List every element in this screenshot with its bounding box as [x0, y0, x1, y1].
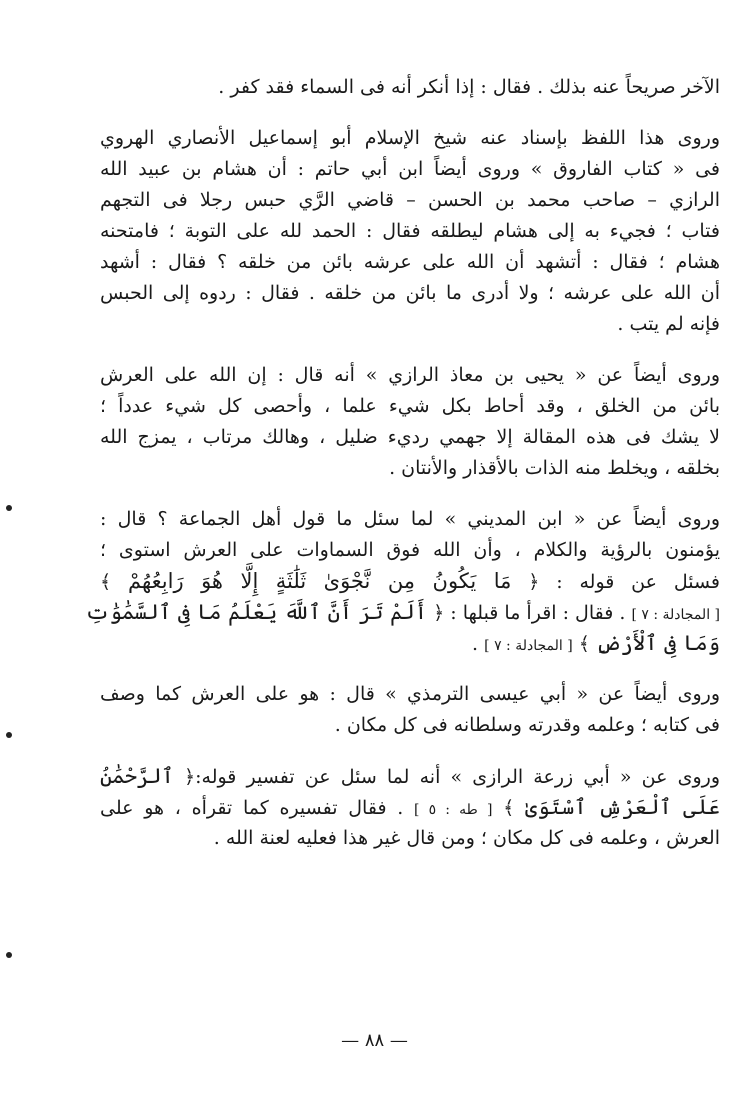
- text-segment: فسئل عن قوله : ﴿: [511, 571, 720, 593]
- text-line: وروى أيضاً عن « أبي عيسى الترمذي » قال : هو على العرش كما وصف: [100, 683, 720, 705]
- text-line: العرش ، وعلمه فى كل مكان ؛ ومن قال غير هذا فعليه لعنة الله .: [213, 827, 720, 849]
- text-line: بخلقه ، ويخلط منه الذات بالأقذار والأنتان .: [389, 457, 720, 479]
- page-body: [85, 72, 721, 854]
- paragraph-gap: [100, 659, 720, 679]
- text-line: وروى أيضاً عن « يحيى بن معاذ الرازي » أنه قال : إن الله على العرش: [100, 364, 720, 386]
- paragraph-gap: [100, 741, 720, 761]
- paragraph: [100, 761, 720, 854]
- text-line: [100, 761, 720, 792]
- paragraph-gap: [100, 103, 720, 123]
- paragraph-gap: [100, 484, 720, 504]
- paragraph: [100, 679, 720, 741]
- quran-verse: ٱلرَّحْمَٰنُ: [100, 764, 174, 788]
- text-segment: ﴾: [492, 797, 526, 819]
- text-line: [100, 628, 720, 659]
- text-line: بائن من الخلق ، وقد أحاط بكل شيء علما ، وأحصى كل شيء عدداً ؛: [100, 395, 720, 417]
- text-line: فى « كتاب الفاروق » وروى أيضاً ابن أبي حاتم : أن هشام بن عبيد الله: [100, 158, 720, 180]
- paragraph: [100, 123, 720, 340]
- edge-mark: [6, 952, 12, 958]
- text-segment: ﴾: [100, 571, 128, 593]
- quran-verse: عَلَى ٱلْعَرْشِ ٱسْتَوَىٰ: [525, 795, 721, 819]
- text-line: [100, 792, 720, 823]
- text-line: أن الله على عرشه ؛ ولا أدرى ما بائن من خلقه . فقال : ردوه إلى الحبس: [100, 282, 720, 304]
- text-line: لا يشك فى هذه المقالة إلا جهمي رديء ضليل ، وهالك مرتاب ، يمزج الله: [100, 426, 720, 448]
- text-line: وروى هذا اللفظ بإسناد عنه شيخ الإسلام أبو إسماعيل الأنصاري الهروي: [100, 127, 720, 149]
- text-line: فتاب ؛ فجيء به إلى هشام ليطلقه فقال : الحمد لله على التوبة ؛ فامتحنه: [100, 220, 720, 242]
- text-line: الرازي – صاحب محمد بن الحسن – قاضي الرَّي حبس رجلا فى التجهم: [100, 189, 720, 211]
- verse-reference: [ المجادلة : ٧ ]: [631, 607, 720, 623]
- text-line: الآخر صريحاً عنه بذلك . فقال : إذا أنكر أنه فى السماء فقد كفر .: [218, 76, 720, 98]
- page-number: — ٨٨ —: [341, 1030, 408, 1051]
- paragraph: [85, 504, 720, 659]
- text-line: فإنه لم يتب .: [617, 313, 720, 335]
- text-line: فى كتابه ؛ وعلمه وقدرته وسلطانه فى كل مكان .: [334, 714, 720, 736]
- paragraph: [100, 72, 720, 103]
- text-segment: ﴾: [572, 633, 596, 655]
- text-segment: . فقال تفسيره كما تقرأه ، هو على: [100, 797, 415, 819]
- quran-verse: أَلَمْ تَرَ أَنَّ ٱللَّهَ يَعْلَمُ مَا فِى ٱلسَّمَٰوَٰتِ: [85, 600, 428, 624]
- text-line: [85, 597, 720, 628]
- quran-verse: وَمَا فِى ٱلْأَرْضِ: [595, 631, 720, 655]
- text-line: [100, 566, 720, 597]
- text-line: هشام ؛ فقال : أتشهد أن الله على عرشه بائن من خلقه ؟ فقال : أشهد: [100, 251, 720, 273]
- verse-reference: [ المجادلة : ٧ ]: [484, 638, 573, 654]
- text-segment: . فقال : اقرأ ما قبلها : ﴿: [427, 602, 632, 624]
- text-segment: وروى عن « أبي زرعة الرازى » أنه لما سئل عن تفسير قوله:﴿: [173, 766, 720, 788]
- quran-verse: مَا يَكُونُ مِن نَّجْوَىٰ ثَلَٰثَةٍ إِلَّا هُوَ رَابِعُهُمْ: [127, 569, 512, 593]
- paragraph-gap: [100, 340, 720, 360]
- text-line: وروى أيضاً عن « ابن المديني » لما سئل ما قول أهل الجماعة ؟ قال :: [100, 508, 720, 530]
- edge-mark: [6, 505, 12, 511]
- paragraph: [100, 360, 720, 484]
- text-segment: .: [472, 633, 485, 655]
- text-line: يؤمنون بالرؤية والكلام ، وأن الله فوق السماوات على العرش استوى ؛: [100, 539, 720, 561]
- verse-reference: [ طه : ٥ ]: [414, 802, 493, 818]
- edge-mark: [6, 732, 12, 738]
